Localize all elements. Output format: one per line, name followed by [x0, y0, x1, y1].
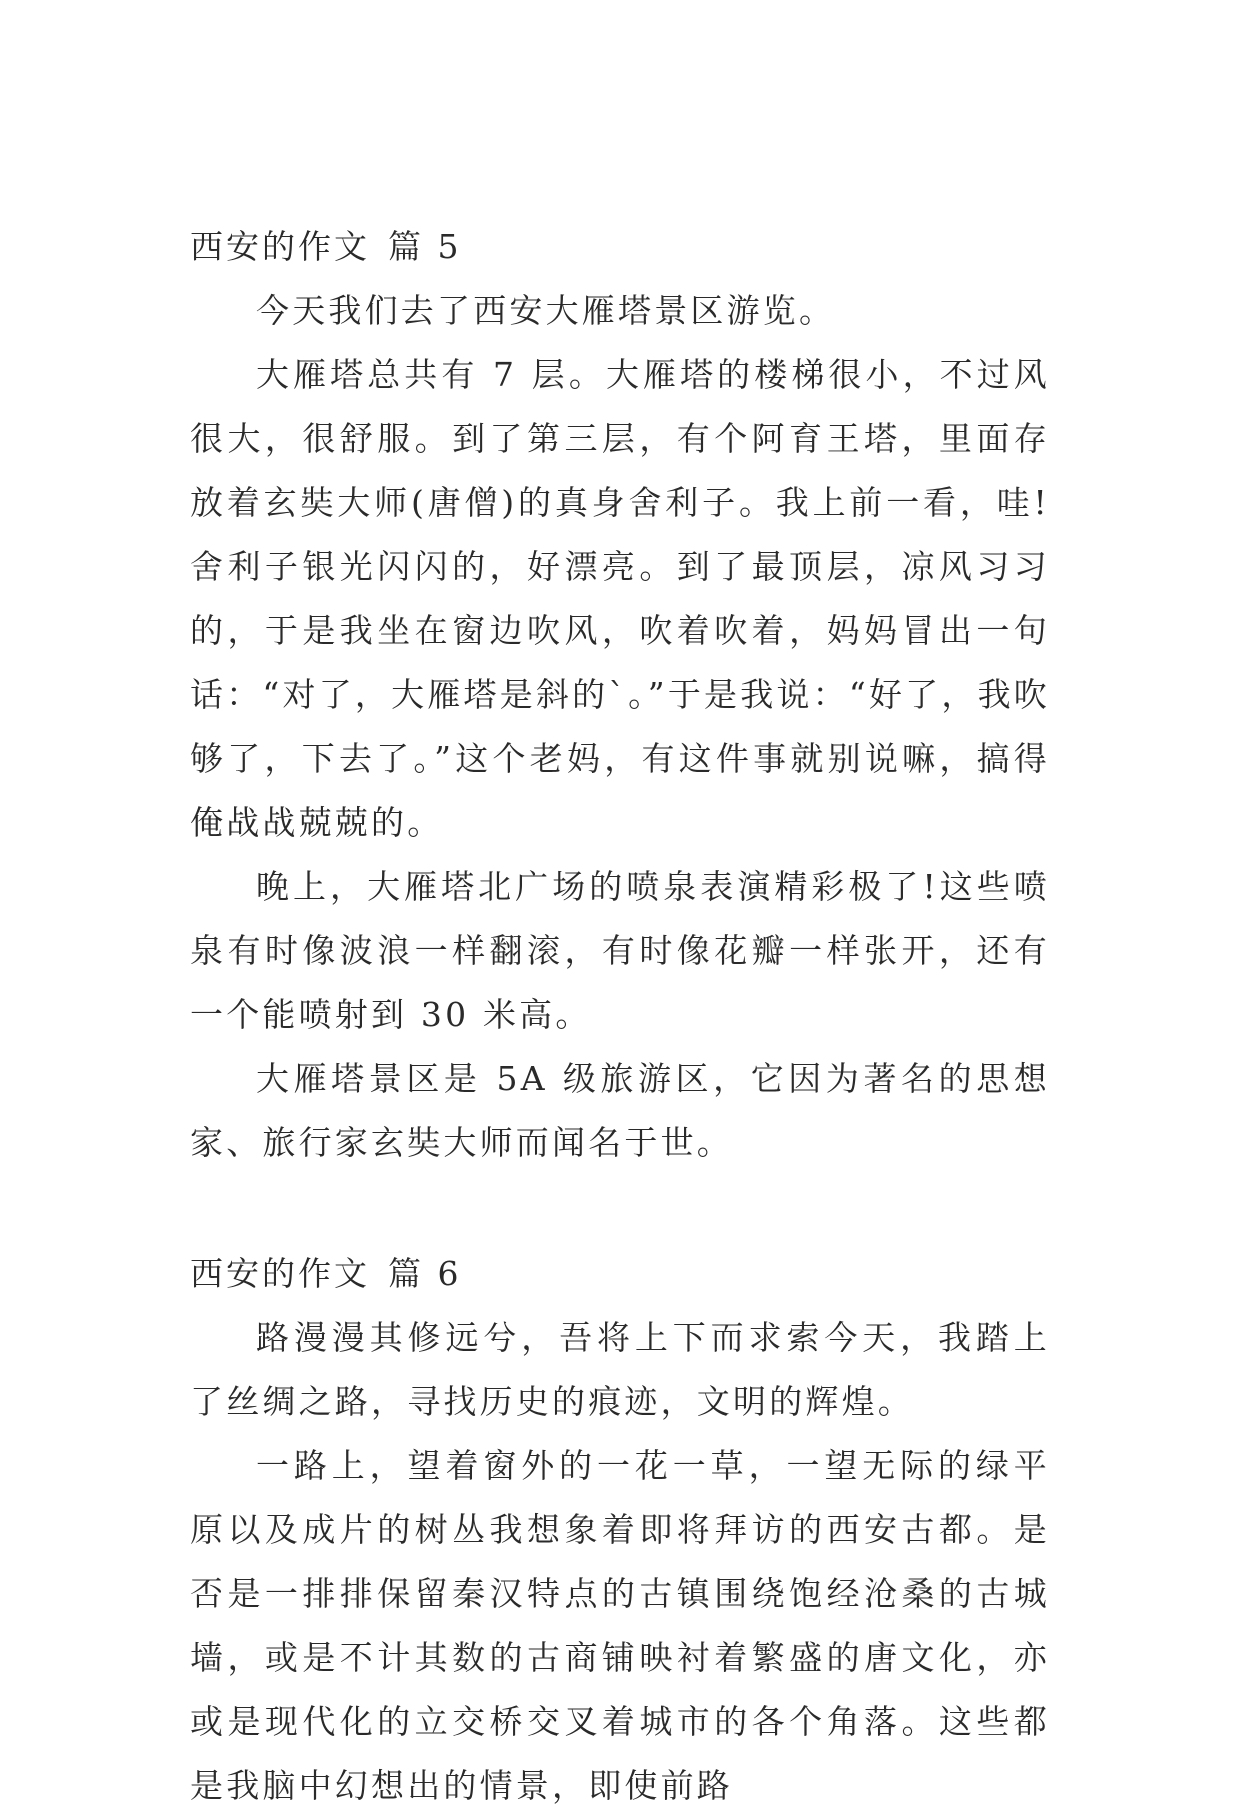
paragraph: 路漫漫其修远兮，吾将上下而求索今天，我踏上了丝绸之路，寻找历史的痕迹，文明的辉煌。	[190, 1318, 1050, 1421]
section-title-text: 西安的作文	[190, 227, 370, 266]
section-number: 篇 6	[388, 1254, 462, 1293]
document-page	[190, 215, 1050, 1818]
section-title-text: 西安的作文	[190, 1254, 370, 1293]
paragraph: 今天我们去了西安大雁塔景区游览。	[256, 291, 836, 330]
section-number: 篇 5	[388, 227, 462, 266]
section-title	[190, 215, 1050, 279]
paragraph: 晚上，大雁塔北广场的喷泉表演精彩极了!这些喷泉有时像波浪一样翻滚，有时像花瓣一样张开，还有一个能喷射到 30 米高。	[190, 867, 1050, 1034]
paragraph: 大雁塔景区是 5A 级旅游区，它因为著名的思想家、旅行家玄奘大师而闻名于世。	[190, 1059, 1050, 1162]
essay-section-5	[190, 215, 1050, 1175]
essay-section-6	[190, 1242, 1050, 1818]
paragraph: 一路上，望着窗外的一花一草，一望无际的绿平原以及成片的树丛我想象着即将拜访的西安古都。是否是一排排保留秦汉特点的古镇围绕饱经沧桑的古城墙，或是不计其数的古商铺映衬着繁盛的唐文化，亦或是现代化的立交桥交叉着城市的各个角落。这些都是我脑中幻想出的情景，即使前路	[190, 1446, 1050, 1805]
section-gap	[190, 1175, 1050, 1242]
paragraph: 大雁塔总共有 7 层。大雁塔的楼梯很小，不过风很大，很舒服。到了第三层，有个阿育王塔，里面存放着玄奘大师(唐僧)的真身舍利子。我上前一看，哇!舍利子银光闪闪的，好漂亮。到了最顶层，凉风习习的，于是我坐在窗边吹风，吹着吹着，妈妈冒出一句话：“对了，大雁塔是斜的`。”于是我说：“好了，我吹够了，下去了。”这个老妈，有这件事就别说嘛，搞得俺战战兢兢的。	[190, 355, 1050, 842]
section-title	[190, 1242, 1050, 1306]
